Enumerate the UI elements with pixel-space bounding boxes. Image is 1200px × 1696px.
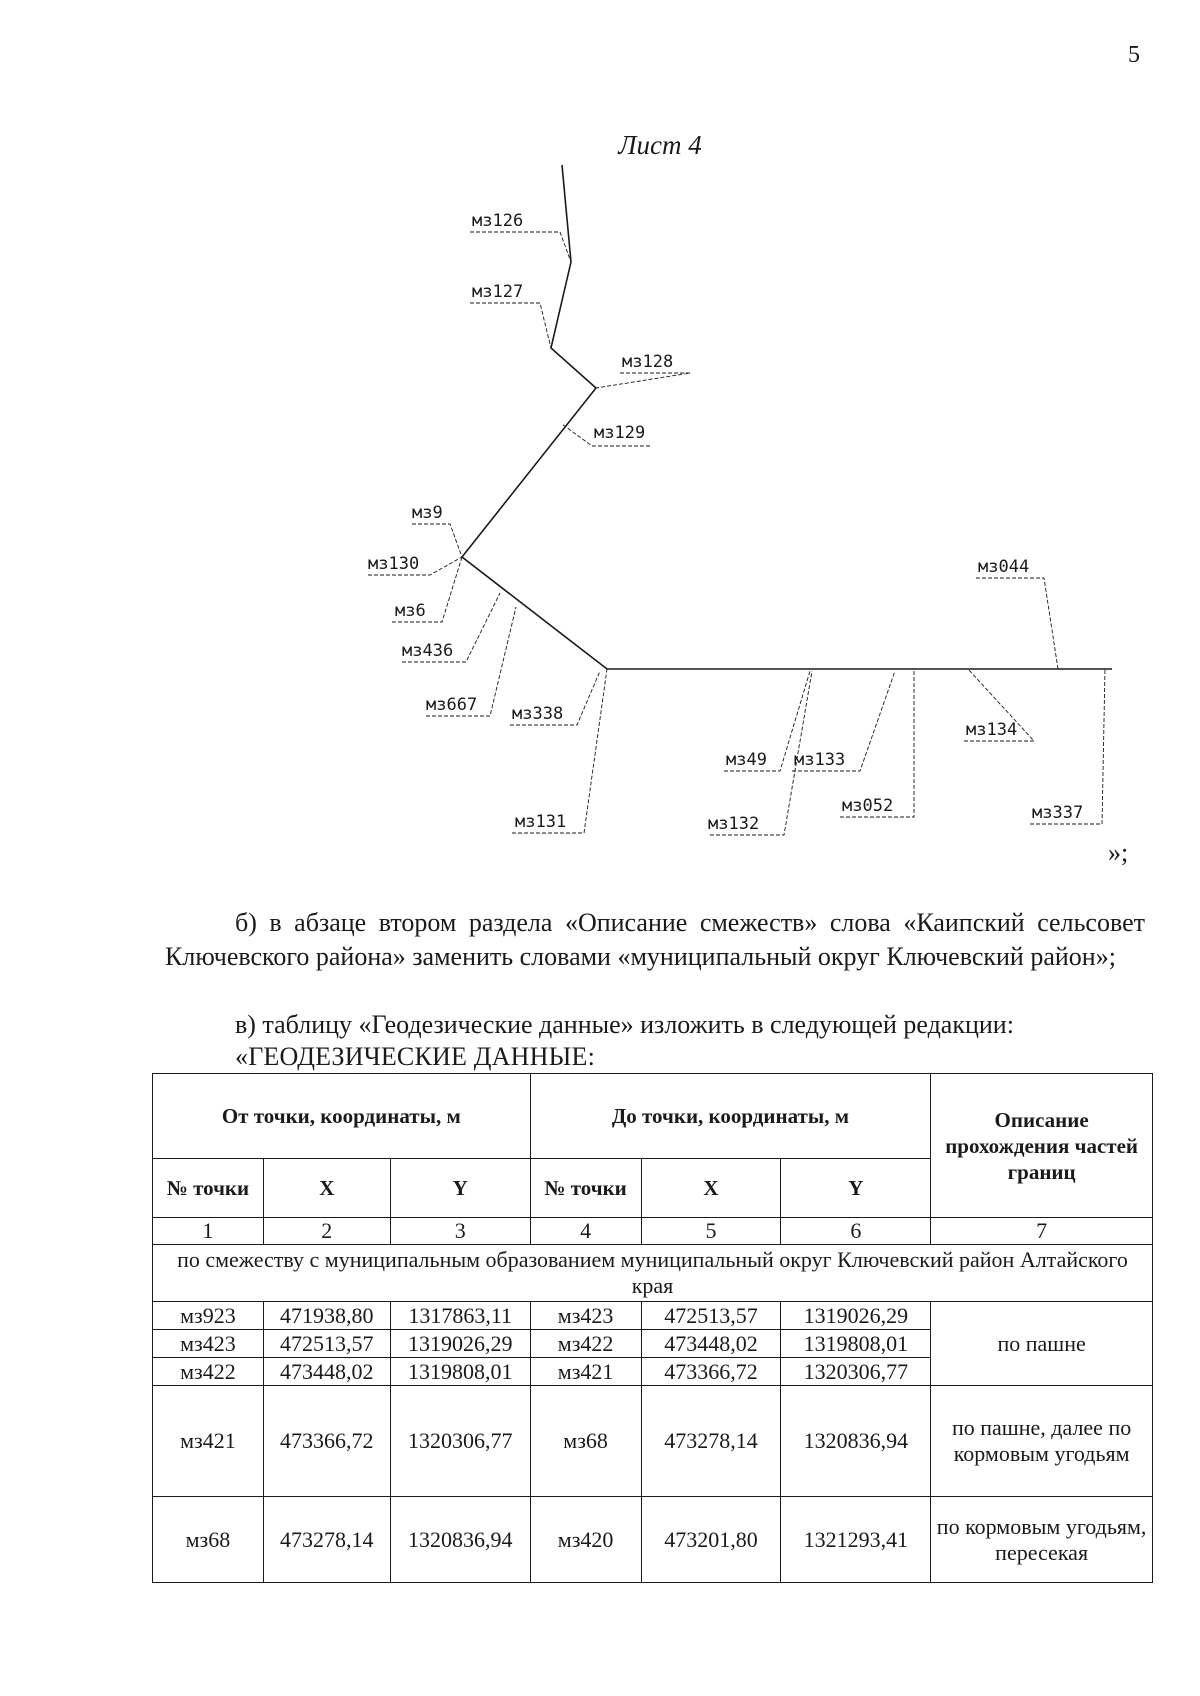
column-number: 4 [530, 1218, 641, 1245]
label-mz9: мз9 [412, 503, 443, 523]
label-mz131: мз131 [515, 812, 567, 832]
label-mz052: мз052 [842, 796, 894, 816]
leader-mz337 [1030, 669, 1105, 824]
label-mz436: мз436 [402, 641, 454, 661]
page-number: 5 [1128, 42, 1140, 68]
column-number: 2 [263, 1218, 390, 1245]
boundary-line [462, 165, 1112, 669]
label-mz337: мз337 [1032, 803, 1084, 823]
point-labels [368, 211, 1083, 834]
from-point: мз421 [153, 1386, 264, 1497]
to-x: 473448,02 [641, 1330, 781, 1358]
adjacency-row: по смежеству с муниципальным образованием муниципальный округ Ключевский район Алтайского края [153, 1245, 1153, 1302]
header-to-y: Y [781, 1159, 931, 1218]
to-point: мз420 [530, 1497, 641, 1583]
header-from-x: X [263, 1159, 390, 1218]
label-mz338: мз338 [512, 704, 564, 724]
from-point: мз923 [153, 1302, 264, 1330]
from-y: 1317863,11 [390, 1302, 530, 1330]
table-row [153, 1497, 1153, 1583]
from-x: 473448,02 [263, 1358, 390, 1386]
leader-mz126 [470, 232, 571, 262]
leader-lines [368, 232, 1105, 835]
label-mz133: мз133 [794, 750, 846, 770]
label-mz667: мз667 [426, 695, 478, 715]
from-x: 473366,72 [263, 1386, 390, 1497]
from-y: 1319026,29 [390, 1330, 530, 1358]
boundary-description: по пашне, далее по кормовым угодьям [931, 1386, 1153, 1497]
to-y: 1321293,41 [781, 1497, 931, 1583]
label-mz130: мз130 [368, 554, 420, 574]
label-mz6: мз6 [395, 601, 426, 621]
label-mz132: мз132 [708, 814, 760, 834]
to-x: 473278,14 [641, 1386, 781, 1497]
column-number: 7 [931, 1218, 1153, 1245]
from-y: 1320306,77 [390, 1386, 530, 1497]
header-from-y: Y [390, 1159, 530, 1218]
leader-mz131 [512, 669, 607, 833]
header-description: Описание прохождения частей границ [931, 1074, 1153, 1218]
label-mz126: мз126 [472, 211, 524, 231]
to-point: мз421 [530, 1358, 641, 1386]
sheet-title: Лист 4 [618, 130, 702, 160]
table-row [153, 1386, 1153, 1497]
from-x: 473278,14 [263, 1497, 390, 1583]
to-x: 472513,57 [641, 1302, 781, 1330]
from-x: 472513,57 [263, 1330, 390, 1358]
label-mz49: мз49 [726, 750, 767, 770]
paragraph-v: в) таблицу «Геодезические данные» изложить в следующей редакции: [235, 1010, 1014, 1039]
from-y: 1320836,94 [390, 1497, 530, 1583]
label-mz127: мз127 [472, 282, 524, 302]
geodetic-data-table [152, 1073, 1153, 1583]
from-point: мз68 [153, 1497, 264, 1583]
paragraph-b: б) в абзаце втором раздела «Описание смежеств» слова «Каипский сельсовет Ключевского района» заменить словами «муниципальный округ Ключевский район»; [165, 908, 1145, 971]
to-point: мз422 [530, 1330, 641, 1358]
quote-end: »; [1108, 838, 1129, 867]
label-mz128: мз128 [622, 352, 674, 372]
to-y: 1319808,01 [781, 1330, 931, 1358]
column-number: 5 [641, 1218, 781, 1245]
leader-mz9 [412, 524, 462, 557]
label-mz129: мз129 [594, 423, 646, 443]
from-y: 1319808,01 [390, 1358, 530, 1386]
leader-mz052 [840, 669, 914, 817]
to-y: 1320836,94 [781, 1386, 931, 1497]
column-number: 1 [153, 1218, 264, 1245]
table-row [153, 1302, 1153, 1330]
to-y: 1319026,29 [781, 1302, 931, 1330]
to-point: мз68 [530, 1386, 641, 1497]
header-to-point: До точки, координаты, м [530, 1074, 931, 1159]
header-to-point-number: № точки [530, 1159, 641, 1218]
header-from-point: От точки, координаты, м [153, 1074, 531, 1159]
header-from-point-number: № точки [153, 1159, 264, 1218]
from-x: 471938,80 [263, 1302, 390, 1330]
leader-mz127 [470, 303, 551, 348]
to-y: 1320306,77 [781, 1358, 931, 1386]
to-x: 473201,80 [641, 1497, 781, 1583]
leader-mz044 [976, 578, 1058, 669]
header-to-x: X [641, 1159, 781, 1218]
table-heading: «ГЕОДЕЗИЧЕСКИЕ ДАННЫЕ: [235, 1042, 595, 1071]
boundary-description: по кормовым угодьям, пересекая [931, 1497, 1153, 1583]
label-mz134: мз134 [966, 720, 1018, 740]
to-point: мз423 [530, 1302, 641, 1330]
column-numbers-row [153, 1218, 1153, 1245]
from-point: мз423 [153, 1330, 264, 1358]
leader-mz128 [596, 373, 690, 388]
label-mz044: мз044 [978, 557, 1030, 577]
boundary-description: по пашне [931, 1302, 1153, 1386]
to-x: 473366,72 [641, 1358, 781, 1386]
from-point: мз422 [153, 1358, 264, 1386]
column-number: 6 [781, 1218, 931, 1245]
column-number: 3 [390, 1218, 530, 1245]
boundary-lines [462, 165, 1112, 669]
